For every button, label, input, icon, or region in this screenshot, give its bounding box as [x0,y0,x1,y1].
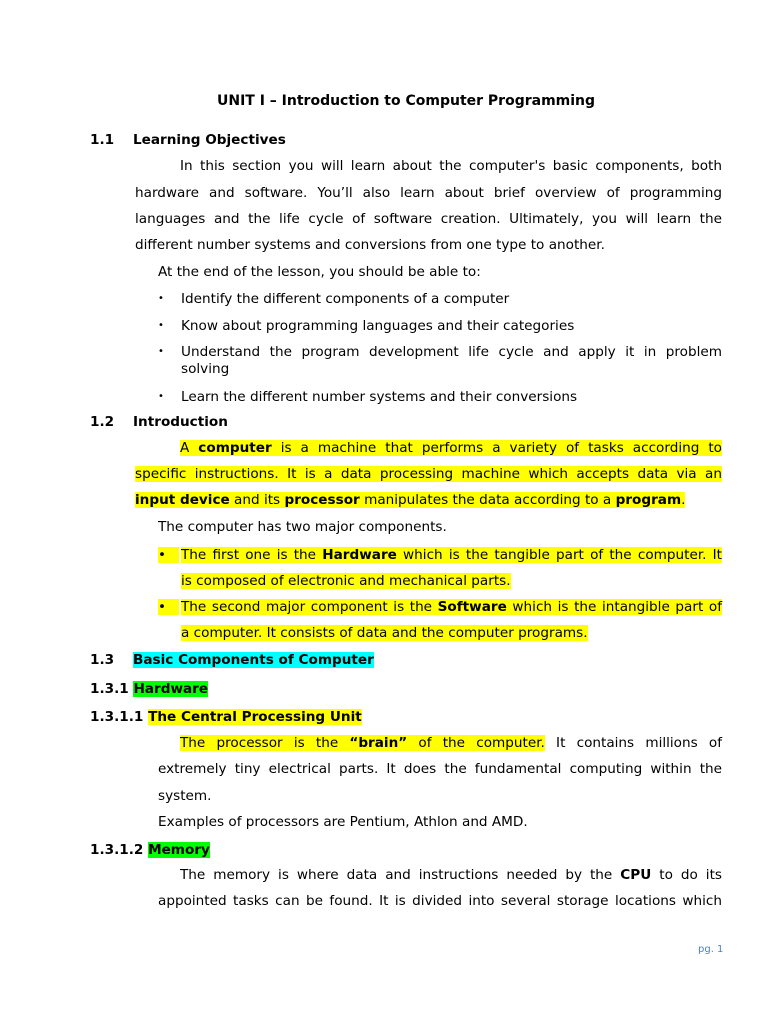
section-heading: Introduction [133,414,228,430]
list-item-continuation: a computer. It consists of data and the computer programs. [181,625,588,641]
paragraph-line: The processor is the “brain” of the computer. It contains millions of [180,735,722,751]
section-number: 1.2 [90,414,115,430]
list-item: Understand the program development life cycle and apply it in problem [181,344,722,360]
list-item: Identify the different components of a computer [181,291,510,307]
list-item: The second major component is the Software which is the intangible part of [181,599,722,615]
bullet-icon: • [158,598,180,616]
section-heading: Learning Objectives [133,132,286,148]
paragraph-line: specific instructions. It is a data processing machine which accepts data via an [135,466,722,482]
paragraph-line: extremely tiny electrical parts. It does the fundamental computing within the [158,761,722,777]
page-number: pg. 1 [698,944,724,955]
paragraph-line: system. [158,788,212,804]
paragraph-line: The memory is where data and instructions needed by the CPU to do its [180,867,722,883]
section-number: 1.3 [90,652,115,668]
bullet-icon: • [158,546,180,564]
paragraph-line: In this section you will learn about the computer's basic components, both [180,158,722,174]
section-number: 1.1 [90,132,115,148]
subsection-heading: 1.3.1 Hardware [90,681,209,697]
bullet-icon: • [158,391,164,402]
examples-line: Examples of processors are Pentium, Athlon and AMD. [158,814,528,830]
components-lead: The computer has two major components. [158,519,447,535]
paragraph-line: appointed tasks can be found. It is divided into several storage locations which [158,893,722,909]
paragraph-line: different number systems and conversions from one type to another. [135,237,605,253]
list-item: Learn the different number systems and their conversions [181,389,578,405]
paragraph-line: hardware and software. You’ll also learn about brief overview of programming [135,185,722,201]
bullet-icon: • [158,320,164,331]
paragraph-line: A computer is a machine that performs a variety of tasks according to [180,440,723,456]
paragraph-line: languages and the life cycle of software creation. Ultimately, you will learn the [135,211,722,227]
bullet-icon: • [158,293,164,304]
section-heading: Basic Components of Computer [133,652,374,668]
unit-title: UNIT I – Introduction to Computer Programming [217,93,596,109]
list-item-continuation: is composed of electronic and mechanical parts. [181,573,511,589]
list-item: Know about programming languages and their categories [181,318,575,334]
list-item-continuation: solving [181,361,230,377]
subsection-heading: 1.3.1.1 The Central Processing Unit [90,709,362,725]
objectives-lead: At the end of the lesson, you should be able to: [158,264,481,280]
bullet-icon: • [158,346,164,357]
paragraph-line: input device and its processor manipulates the data according to a program. [135,492,686,508]
subsection-heading: 1.3.1.2 Memory [90,842,210,858]
list-item: The first one is the Hardware which is the tangible part of the computer. It [181,547,722,563]
